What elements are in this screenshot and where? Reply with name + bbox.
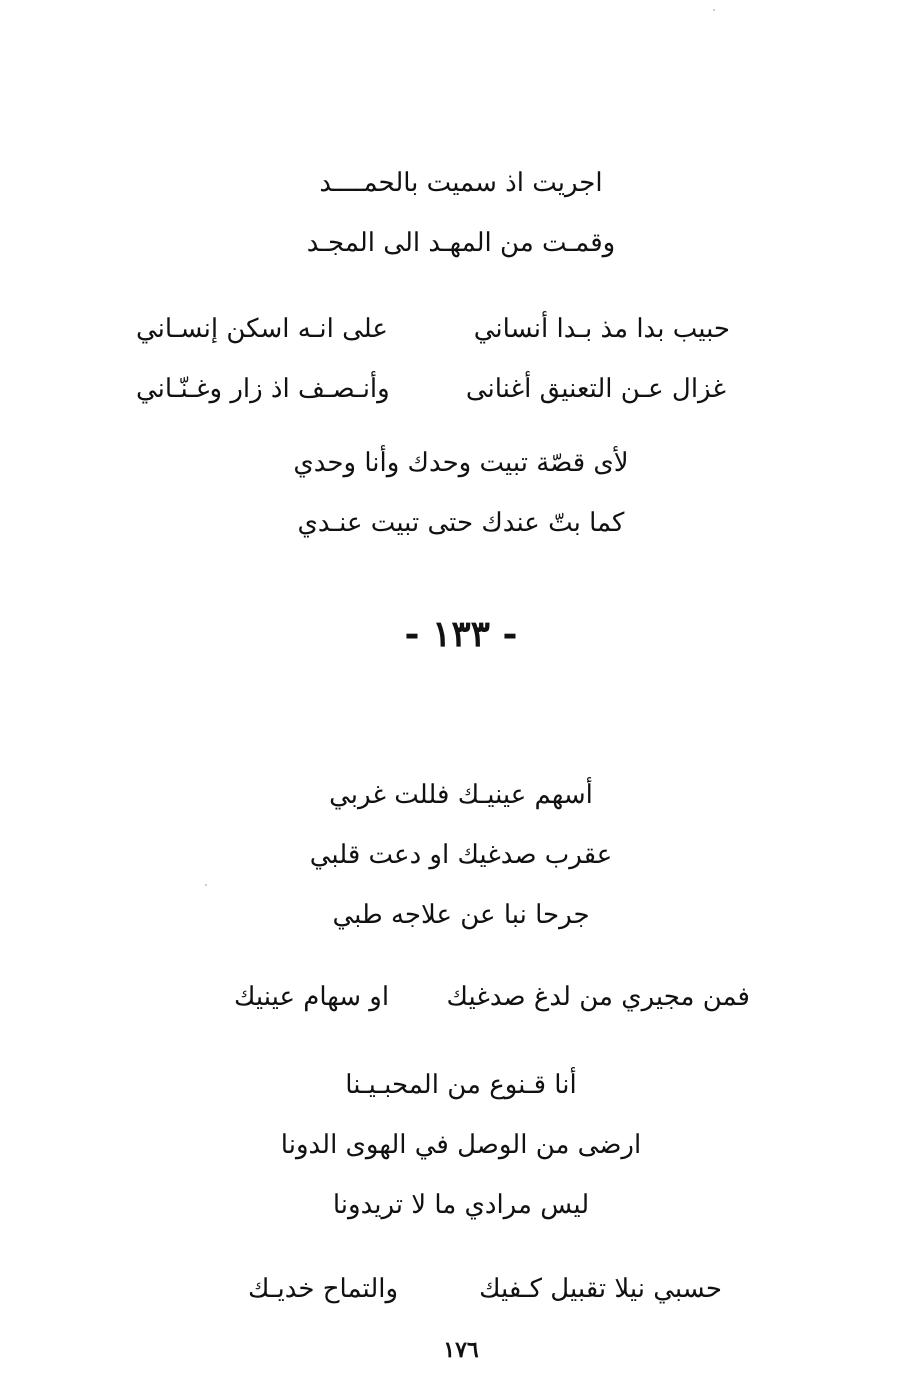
poem-4-verse-3: ليس مرادي ما لا تريدونا bbox=[332, 1190, 590, 1220]
poem-3-verse-3: جرحا نبا عن علاجه طبي bbox=[332, 900, 590, 930]
section-number: - ١٣٣ - bbox=[404, 613, 518, 655]
poem-3-couplet-left: او سهام عينيك bbox=[234, 982, 390, 1012]
poem-4-verse-2: ارضى من الوصل في الهوى الدونا bbox=[280, 1130, 642, 1160]
scan-speck bbox=[205, 884, 207, 886]
poem-4-verse-1: أنا قـنوع من المحبـيـنا bbox=[345, 1070, 577, 1100]
poem-4-couplet-left: والتماح خديـك bbox=[248, 1274, 399, 1304]
poem-4-couplet-right: حسبي نيلا تقبيل كـفيك bbox=[479, 1274, 722, 1304]
poem-3-couplet-right: فمن مجيري من لدغ صدغيك bbox=[446, 982, 750, 1012]
poem-1-verse-2: وقمـت من المهـد الى المجـد bbox=[306, 228, 616, 258]
poem-3-verse-2: عقرب صدغيك او دعت قلبي bbox=[309, 840, 613, 870]
poem-2-couplet-1-left: على انـه اسكن إنسـاني bbox=[136, 314, 388, 344]
poem-2-verse-3: لأى قصّة تبيت وحدك وأنا وحدي bbox=[293, 448, 629, 478]
poem-2-couplet-2-left: وأنـصـف اذ زار وغـنّـاني bbox=[136, 374, 390, 404]
poem-2-couplet-2-right: غزال عـن التعنيق أغنانى bbox=[465, 374, 726, 404]
poem-1-verse-1: اجريت اذ سميت بالحمــــد bbox=[319, 168, 603, 198]
poem-2-couplet-1-right: حبيب بدا مذ بـدا أنساني bbox=[473, 314, 730, 344]
page-number: ١٧٦ bbox=[443, 1337, 479, 1363]
scan-speck bbox=[713, 9, 715, 11]
poem-3-verse-1: أسهم عينيـك فللت غربي bbox=[329, 780, 593, 810]
poem-2-verse-4: كما بتّ عندك حتى تبيت عنـدي bbox=[297, 508, 625, 538]
